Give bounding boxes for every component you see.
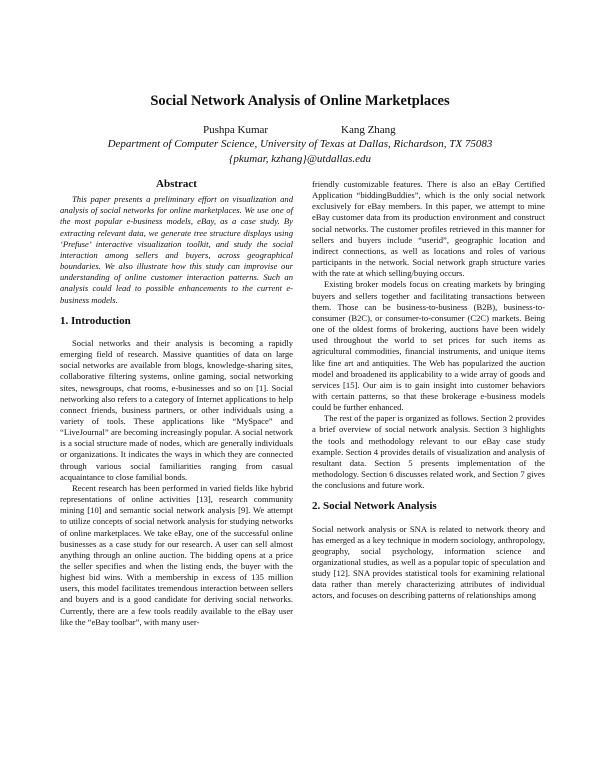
intro-paragraph-3-text: friendly customizable features. There is also an eBay Certified Application “biddingBuddies”, which is the only social network exclusively for eBay members. In this paper, we attempt to mine eBay customer data from its production environment and construct social networks. The customer profiles retrieved in this manner for sellers and buyers include “userid”, geographic location and indirect connections, as well as locations and roles of various participants in the network. Social network graph structure varies with the rate at which selling/buying occurs. <box>312 179 545 279</box>
intro-paragraph-4: Existing broker models focus on creating markets by bringing buyers and sellers together and facilitating transactions between them. Those can be business-to-business (B2B), business-to-consumer (B2C), or consumer-to-consumer (C2C) markets. Being one of the oldest forms of brokering, auctions have been widely used throughout the world to set prices for such items as agricultural commodities, financial instruments, and unique items like fine art and antiquities. The Web has popularized the auction model and broadened its applicability to a wide array of goods and services [15]. Our aim is to gain insight into customer behaviors with certain patterns, so that these brokerage e-business models could be further enhanced. <box>312 279 545 413</box>
left-column <box>60 179 293 628</box>
author-2: Kang Zhang <box>341 124 396 136</box>
section-2-heading: 2. Social Network Analysis <box>312 500 437 513</box>
abstract-text: This paper presents a preliminary effort on visualization and analysis of social networks for online marketplaces. We use one of the most popular e-business models, eBay, as a case study. By extracting relevant data, we generate tree structure displays using ‘Prefuse’ interactive visualization toolkit, and study the social interaction among sellers and buyers, across geographical boundaries. We also illustrate how this study can improvise our understanding of online customer interaction patterns. Such an analysis could lead to possible enhancements to the current e-business models. <box>60 194 293 305</box>
section-1-heading: 1. Introduction <box>60 314 131 327</box>
affiliation: Department of Computer Science, University of Texas at Dallas, Richardson, TX 75083 <box>107 138 493 150</box>
sna-paragraph-1: Social network analysis or SNA is related to network theory and has emerged as a key technique in modern sociology, anthropology, geography, social psychology, information science and organizational studies, as well as a popular topic of speculation and study [12]. SNA provides statistical tools for examining relational data rather than merely characterizing attributes of individual actors, and focuses on describing patterns of relationships among <box>312 523 545 601</box>
author-email: {pkumar, kzhang}@utdallas.edu <box>228 153 372 165</box>
intro-paragraph-1: Social networks and their analysis is becoming a rapidly emerging field of research. Massive quantities of data on large social networks are available from blogs, knowledge-sharing sites, collaborative filtering systems, online gaming, social networking sites, newsgroups, chat rooms, e-businesses and so on [1]. Social networking also refers to a category of Internet applications to help connect friends, business partners, or other individuals using a variety of tools. These applications like “MySpace” and “LiveJournal” are becoming increasingly popular. A social network is a social structure made of nodes, which are generally individuals or organizations. It indicates the ways in which they are connected through various social familiarities ranging from casual acquaintance to close familial bonds. <box>60 337 293 482</box>
intro-paragraph-2: Recent research has been performed in varied fields like hybrid representations of online activities [13], research community mining [10] and semantic social network analysis [9]. We attempt to utilize concepts of social network analysis for studying networks of online marketplaces. We take eBay, one of the successful online businesses as a case study for our research. A user can sell almost anything through an online auction. The bidding opens at a price the seller specifies and when the listing ends, the buyer with the highest bid wins. With a membership in excess of 135 million users, this model facilitates tremendous interaction between sellers and buyers and is a good candidate for deriving social networks. Currently, there are a few tools readily available to the eBay user like the “eBay toolbar”, with many user- <box>60 482 293 627</box>
abstract-heading: Abstract <box>156 178 197 190</box>
intro-paragraph-3 <box>312 179 545 279</box>
right-column <box>312 179 545 602</box>
author-1: Pushpa Kumar <box>203 124 269 136</box>
intro-paragraph-5: The rest of the paper is organized as follows. Section 2 provides a brief overview of social network analysis. Section 3 highlights the tools and methodology relevant to our eBay case study example. Section 4 provides details of visualization and analysis of resultant data. Section 5 presents implementation of the methodology. Section 6 discusses related work, and Section 7 gives the conclusions and future work. <box>312 413 545 491</box>
paper-title: Social Network Analysis of Online Marketplaces <box>150 93 450 109</box>
